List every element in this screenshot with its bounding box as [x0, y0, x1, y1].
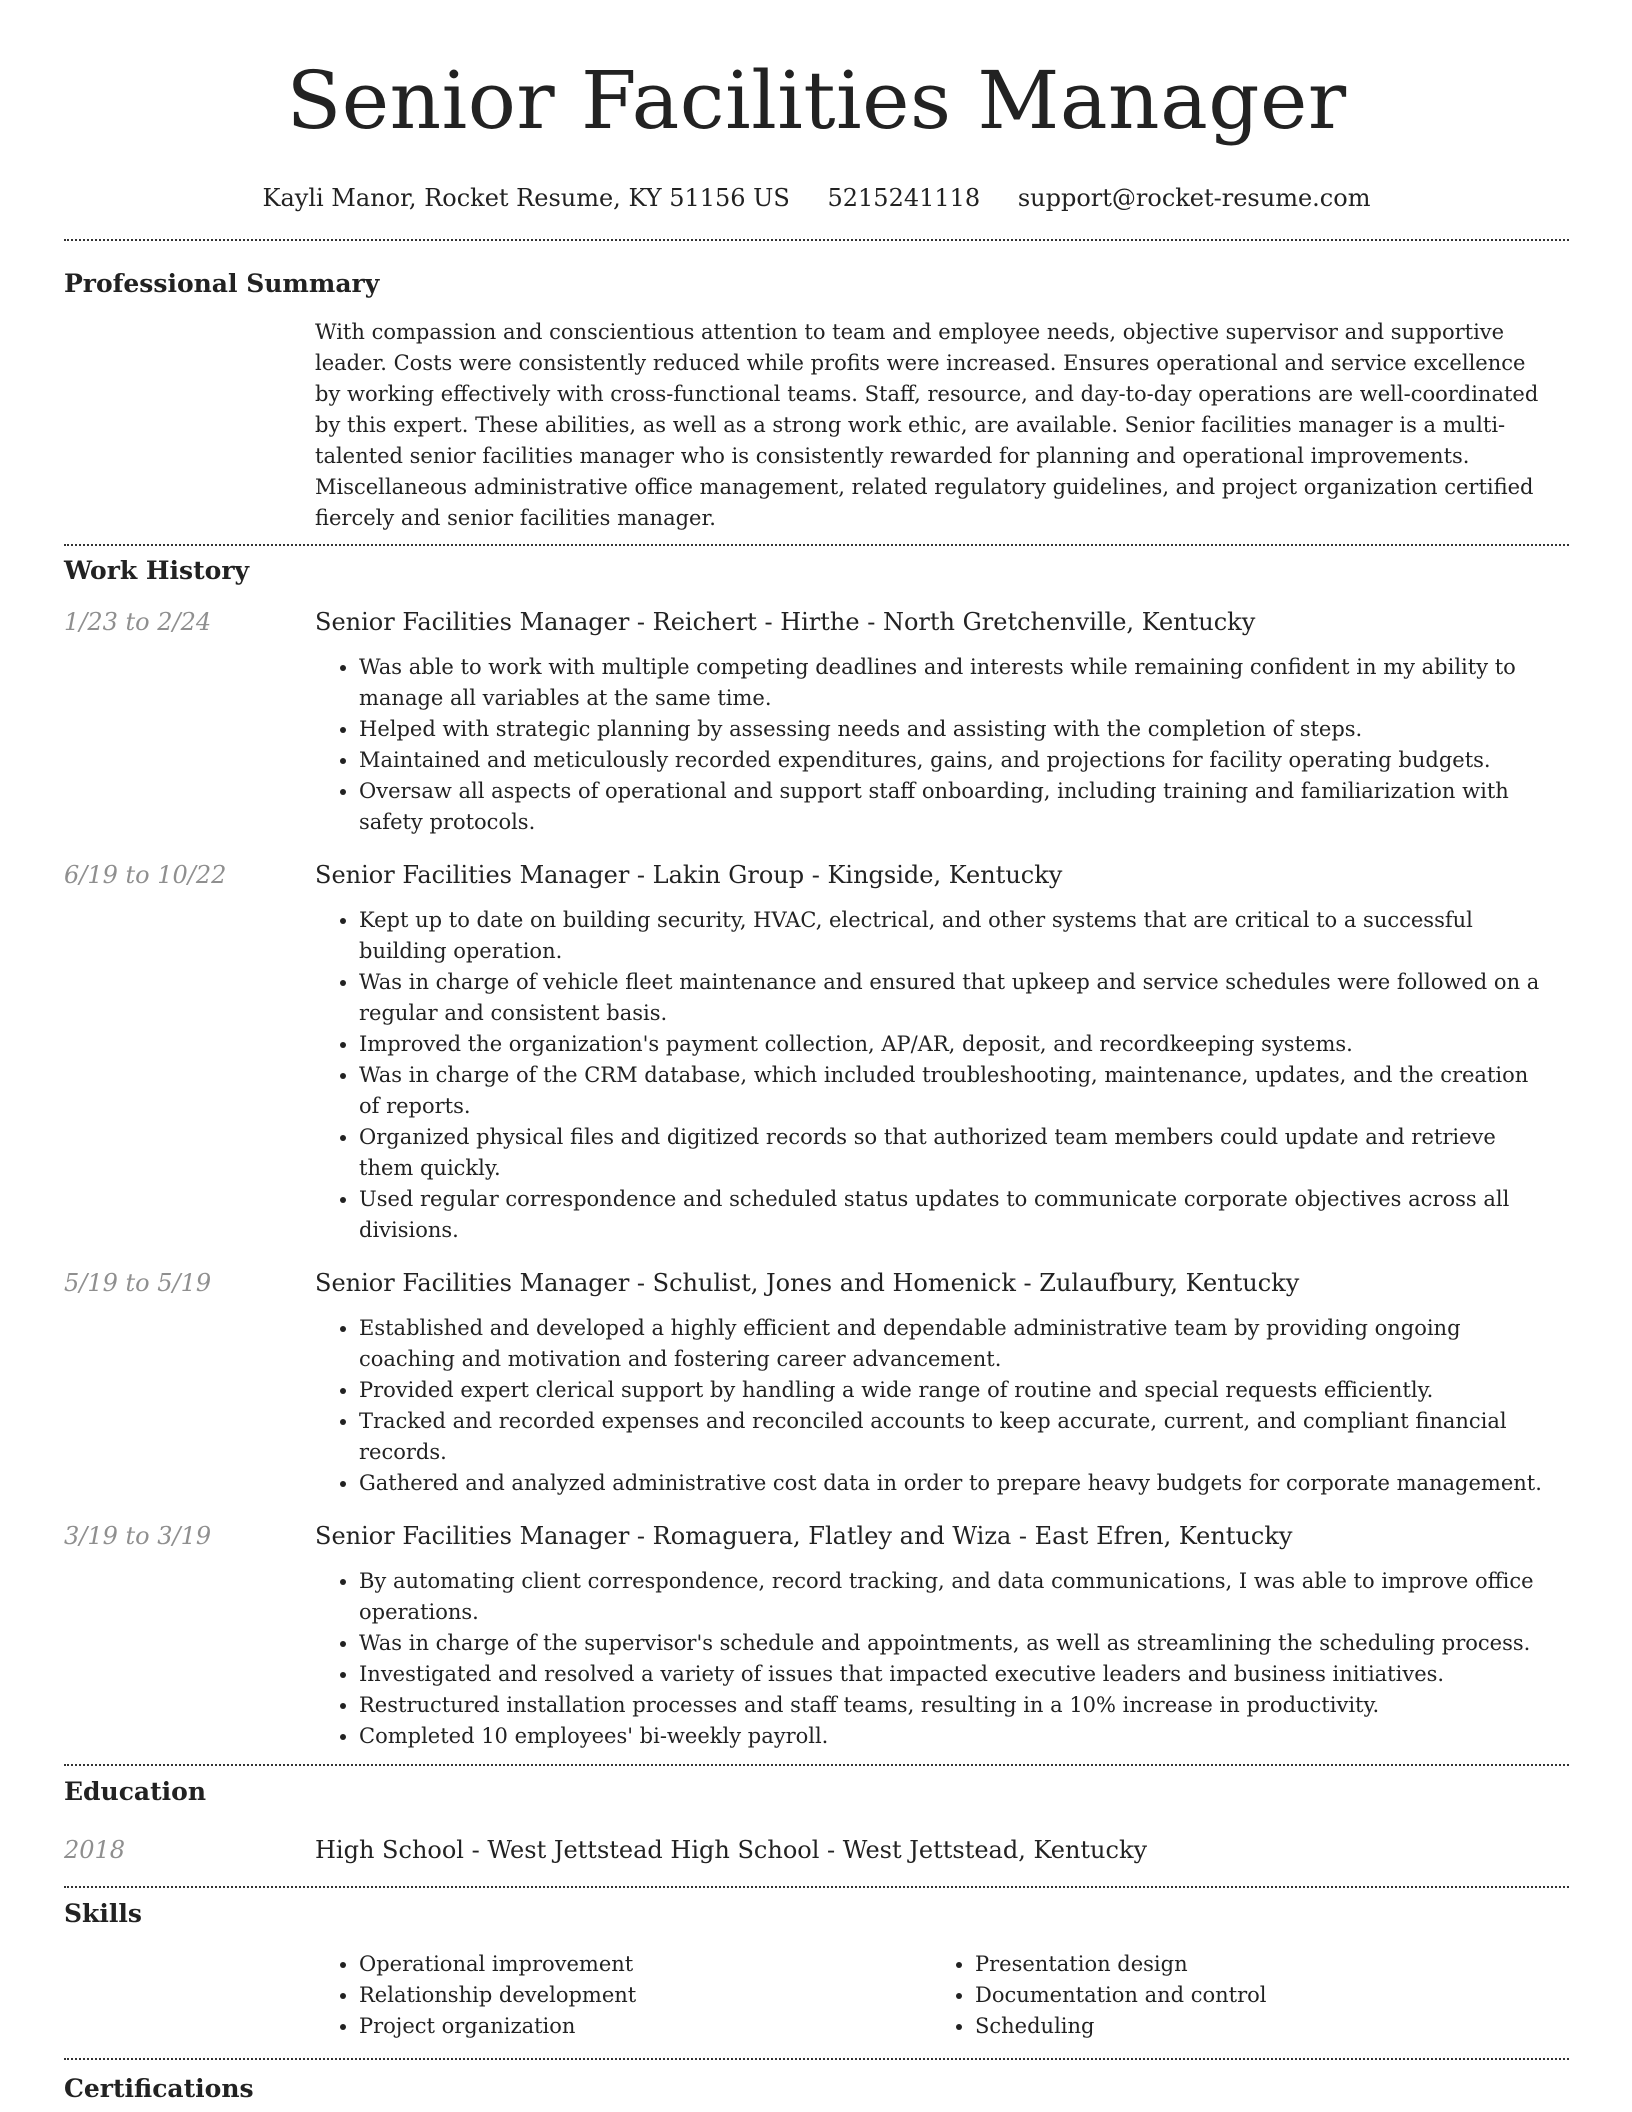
list-item: • Was in charge of the supervisor's schedule and appointments, as well as streamlining the scheduling process.	[359, 1628, 1569, 1659]
summary-text: With compassion and conscientious attention to team and employee needs, objective supervisor and supportive leader. Costs were consistently reduced while profits were increased. Ensures operational and service excellence by working effectively with cross-functional teams. Staff, resource, and day-to-day operations are well-coordinated by this expert. These abilities, as well as a strong work ethic, are available. Senior facilities manager is a multi-talented senior facilities manager who is consistently rewarded for planning and operational improvements. Miscellaneous administrative office management, related regulatory guidelines, and project organization certified fiercely and senior facilities manager.	[315, 320, 1539, 530]
divider	[64, 239, 1569, 241]
certifications-section	[64, 2072, 1569, 2106]
job-bullets	[315, 1566, 1569, 1752]
job-bullets	[315, 652, 1569, 838]
list-item: • Investigated and resolved a variety of issues that impacted executive leaders and business initiatives.	[359, 1659, 1569, 1690]
summary-row	[64, 317, 1569, 534]
list-item: • Organized physical files and digitized records so that authorized team members could update and retrieve them quickly.	[359, 1122, 1569, 1184]
list-item: • Gathered and analyzed administrative cost data in order to prepare heavy budgets for corporate management.	[359, 1468, 1569, 1499]
section-title-education: Education	[64, 1777, 207, 1806]
education-year: 2018	[64, 1836, 126, 1864]
divider	[64, 2058, 1569, 2060]
contact-address: Kayli Manor, Rocket Resume, KY 51156 US	[262, 184, 790, 212]
list-item: • Maintained and meticulously recorded expenditures, gains, and projections for facility operating budgets.	[359, 745, 1569, 776]
job-bullets	[315, 1313, 1569, 1499]
skills-columns	[315, 1949, 1569, 2042]
education-entry	[64, 1833, 1569, 1867]
job-body	[315, 1519, 1569, 1752]
job-entry	[64, 605, 1569, 838]
job-entry	[64, 1519, 1569, 1752]
contact-phone: 5215241118	[827, 184, 981, 212]
list-item: • By automating client correspondence, record tracking, and data communications, I was able to improve office operations.	[359, 1566, 1569, 1628]
job-body	[315, 1266, 1569, 1499]
job-heading: Senior Facilities Manager - Reichert - Hirthe - North Gretchenville, Kentucky	[315, 608, 1256, 636]
list-item: • Helped with strategic planning by assessing needs and assisting with the completion of steps.	[359, 714, 1569, 745]
divider	[64, 544, 1569, 546]
section-title-work: Work History	[64, 556, 250, 585]
summary-section	[64, 267, 1569, 534]
skills-list-right	[931, 1949, 1547, 2042]
job-body	[315, 605, 1569, 838]
section-title-skills: Skills	[64, 1899, 142, 1928]
job-heading: Senior Facilities Manager - Schulist, Jones and Homenick - Zulaufbury, Kentucky	[315, 1269, 1300, 1297]
job-entry	[64, 1266, 1569, 1499]
job-dates: 6/19 to 10/22	[64, 861, 227, 889]
section-title-summary: Professional Summary	[64, 269, 380, 298]
skill-item: • Scheduling	[975, 2011, 1547, 2042]
divider	[64, 1764, 1569, 1766]
contact-line	[64, 182, 1569, 214]
job-bullets	[315, 905, 1569, 1246]
skill-item: • Project organization	[359, 2011, 931, 2042]
list-item: • Oversaw all aspects of operational and support staff onboarding, including training and familiarization with safety protocols.	[359, 776, 1569, 838]
list-item: • Restructured installation processes and staff teams, resulting in a 10% increase in productivity.	[359, 1690, 1569, 1721]
section-title-certifications: Certifications	[64, 2074, 254, 2103]
skills-list-left	[315, 1949, 931, 2042]
education-section	[64, 1775, 1569, 1867]
list-item: • Tracked and recorded expenses and reconciled accounts to keep accurate, current, and compliant financial records.	[359, 1406, 1569, 1468]
job-entry	[64, 858, 1569, 1246]
list-item: • Established and developed a highly efficient and dependable administrative team by providing ongoing coaching and motivation and fostering career advancement.	[359, 1313, 1569, 1375]
resume-page	[64, 0, 1569, 2106]
list-item: • Was in charge of vehicle fleet maintenance and ensured that upkeep and service schedules were followed on a regular and consistent basis.	[359, 967, 1569, 1029]
job-dates: 5/19 to 5/19	[64, 1269, 212, 1297]
list-item: • Was in charge of the CRM database, which included troubleshooting, maintenance, updates, and the creation of reports.	[359, 1060, 1569, 1122]
work-history-section	[64, 554, 1569, 1752]
skill-item: • Presentation design	[975, 1949, 1547, 1980]
education-body	[315, 1833, 1569, 1867]
summary-body	[315, 317, 1569, 534]
list-item: • Was able to work with multiple competing deadlines and interests while remaining confident in my ability to manage all variables at the same time.	[359, 652, 1569, 714]
list-item: • Used regular correspondence and scheduled status updates to communicate corporate objectives across all divisions.	[359, 1184, 1569, 1246]
job-heading: Senior Facilities Manager - Lakin Group - Kingside, Kentucky	[315, 861, 1063, 889]
education-heading: High School - West Jettstead High School - West Jettstead, Kentucky	[315, 1836, 1148, 1864]
list-item: • Completed 10 employees' bi-weekly payroll.	[359, 1721, 1569, 1752]
skills-section	[64, 1897, 1569, 2042]
list-item: • Kept up to date on building security, HVAC, electrical, and other systems that are critical to a successful building operation.	[359, 905, 1569, 967]
skills-row	[64, 1949, 1569, 2042]
divider	[64, 1886, 1569, 1888]
list-item: • Provided expert clerical support by handling a wide range of routine and special requests efficiently.	[359, 1375, 1569, 1406]
contact-email: support@rocket-resume.com	[1017, 184, 1371, 212]
job-dates: 3/19 to 3/19	[64, 1522, 212, 1550]
job-heading: Senior Facilities Manager - Romaguera, Flatley and Wiza - East Efren, Kentucky	[315, 1522, 1293, 1550]
resume-name: Senior Facilities Manager	[286, 54, 1347, 147]
job-dates: 1/23 to 2/24	[64, 608, 212, 636]
skill-item: • Operational improvement	[359, 1949, 931, 1980]
list-item: • Improved the organization's payment collection, AP/AR, deposit, and recordkeeping systems.	[359, 1029, 1569, 1060]
job-body	[315, 858, 1569, 1246]
skill-item: • Relationship development	[359, 1980, 931, 2011]
skill-item: • Documentation and control	[975, 1980, 1547, 2011]
